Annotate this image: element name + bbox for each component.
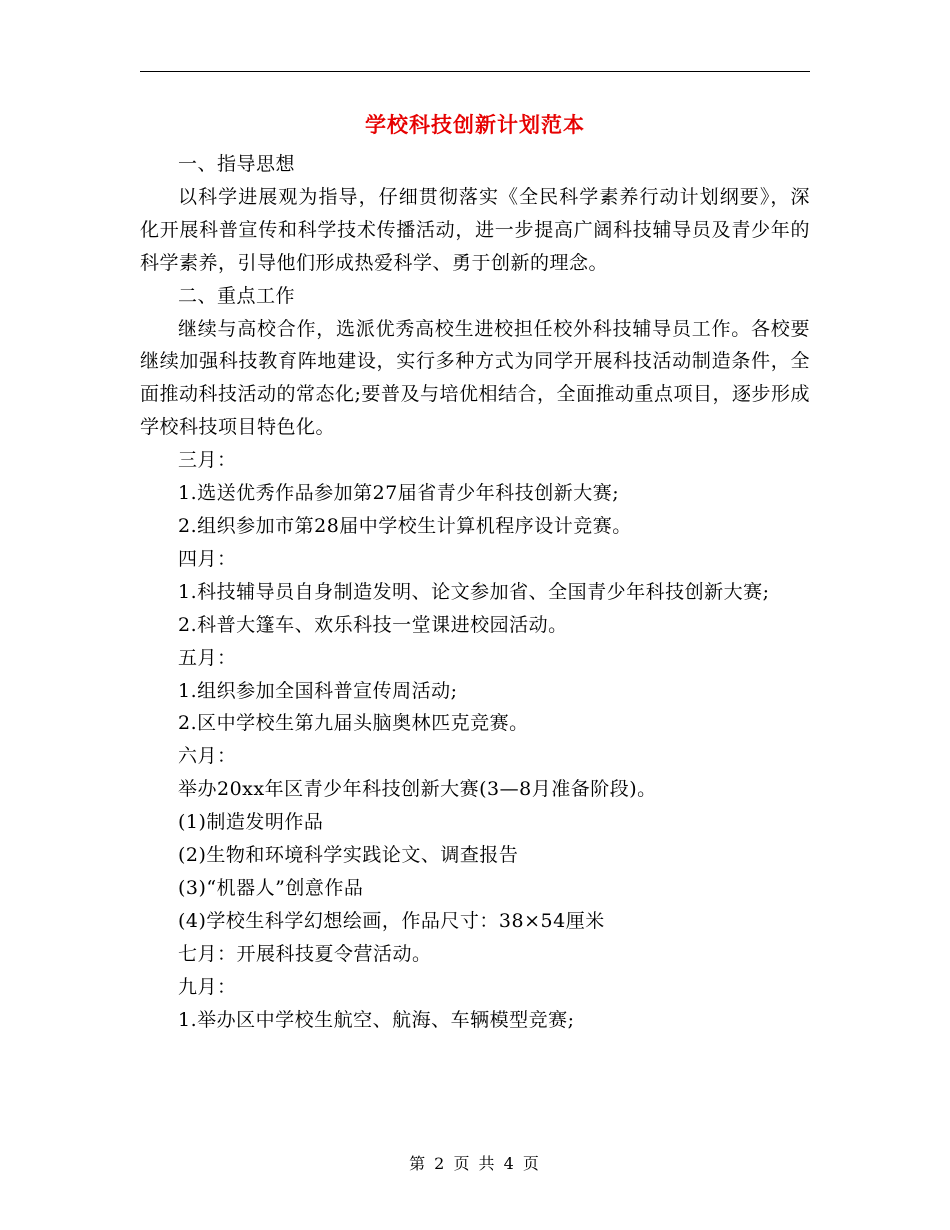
page-number: 第 2 页 共 4 页 [409,1154,541,1173]
paragraph: 1.举办区中学校生航空、航海、车辆模型竞赛; [178,1008,575,1031]
document-title: 学校科技创新计划范本 [365,112,585,137]
paragraph: (4)学校生科学幻想绘画，作品尺寸：38×54厘米 [178,909,605,932]
paragraph: 九月： [178,975,237,998]
paragraph: (3)“机器人”创意作品 [178,876,364,899]
paragraph: 六月： [178,745,237,768]
paragraph: 三月： [178,449,237,472]
paragraph: 1.科技辅导员自身制造发明、论文参加省、全国青少年科技创新大赛; [178,580,770,603]
paragraph: 2.区中学校生第九届头脑奥林匹克竞赛。 [178,712,529,735]
paragraph: (1)制造发明作品 [178,811,324,834]
paragraph: 举办20xx年区青少年科技创新大赛(3—8月准备阶段)。 [178,778,657,801]
paragraph: 以科学进展观为指导，仔细贯彻落实《全民科学素养行动计划纲要》，深化开展科普宣传和科学技术传播活动，进一步提高广阔科技辅导员及青少年的科学素养，引导他们形成热爱科学、勇于创新的理念。 [140,185,810,274]
paragraph: 1.组织参加全国科普宣传周活动; [178,679,458,702]
paragraph: 一、指导思想 [178,153,296,175]
paragraph: 2.科普大篷车、欢乐科技一堂课进校园活动。 [178,613,568,636]
paragraph: 七月：开展科技夏令营活动。 [178,942,432,965]
paragraph: 四月： [178,547,237,570]
paragraph: 五月： [178,646,237,669]
paragraph: 二、重点工作 [178,284,296,307]
paragraph: 1.选送优秀作品参加第27届省青少年科技创新大赛; [178,482,620,505]
header-rule [140,71,810,72]
paragraph: (2)生物和环境科学实践论文、调查报告 [178,844,519,867]
paragraph: 2.组织参加市第28届中学校生计算机程序设计竞赛。 [178,514,632,537]
paragraph: 继续与高校合作，选派优秀高校生进校担任校外科技辅导员工作。各校要继续加强科技教育阵地建设，实行多种方式为同学开展科技活动制造条件，全面推动科技活动的常态化;要普及与培优相结合，全面推动重点项目，逐步形成学校科技项目特色化。 [140,317,810,439]
document-body [140,148,810,1036]
